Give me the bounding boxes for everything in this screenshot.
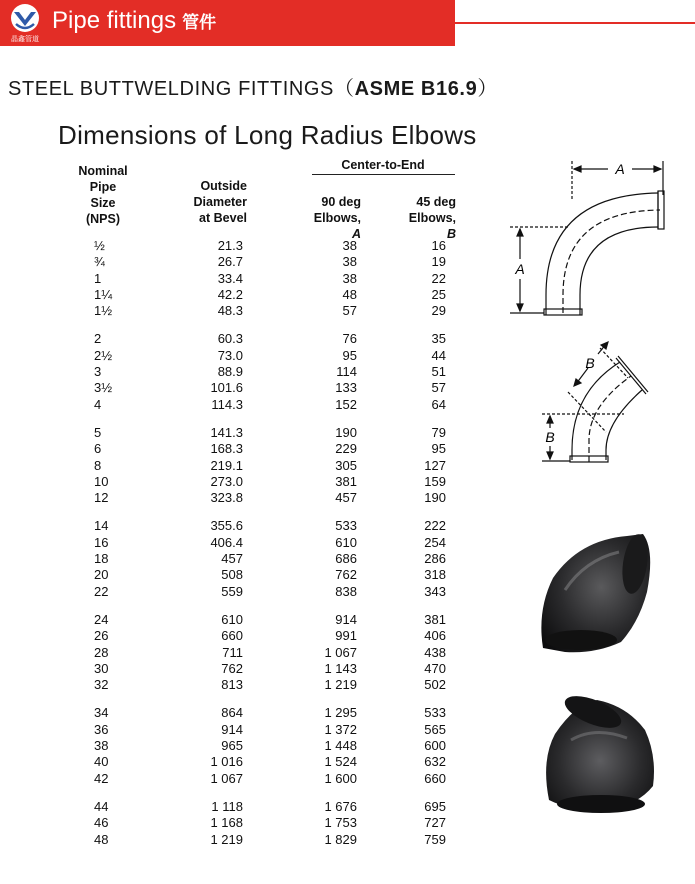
table-row	[0, 518, 470, 534]
cell-od: 1 219	[210, 831, 243, 847]
svg-text:晶鑫管道: 晶鑫管道	[11, 35, 39, 43]
cell-nps: 44	[94, 798, 109, 814]
cell-elbow90: 305	[335, 457, 357, 473]
table-row	[0, 331, 470, 347]
cell-od: 355.6	[210, 518, 243, 534]
cell-elbow45: 35	[431, 331, 446, 347]
cell-nps: 48	[94, 831, 109, 847]
cell-elbow90: 114	[336, 364, 357, 380]
cell-elbow45: 286	[424, 551, 446, 567]
cell-od: 141.3	[210, 424, 243, 440]
cell-nps: 8	[94, 457, 102, 473]
cell-nps: 22	[94, 583, 109, 599]
cell-nps: 18	[94, 551, 109, 567]
cell-elbow45: 381	[424, 611, 446, 627]
elbow-90-diagram	[508, 155, 688, 325]
cell-elbow90: 838	[335, 583, 357, 599]
cell-od: 26.7	[217, 254, 243, 270]
table-row	[0, 490, 470, 506]
banner-title-cn: 管件	[182, 13, 217, 32]
table-row	[0, 303, 470, 319]
subtitle-suffix: ）	[477, 78, 498, 100]
banner-title-en: Pipe fittings	[52, 7, 177, 34]
table-row	[0, 738, 470, 754]
cell-elbow90: 48	[342, 286, 357, 302]
cell-nps: 6	[94, 441, 102, 457]
cell-elbow90: 457	[335, 490, 357, 506]
cell-elbow90: 38	[342, 238, 357, 253]
table-group	[0, 518, 470, 599]
cell-elbow45: 502	[424, 677, 446, 693]
banner-rule	[455, 22, 695, 24]
header-elbow45-symbol: B	[446, 227, 456, 241]
table-row	[0, 754, 470, 770]
cell-od: 273.0	[210, 473, 243, 489]
cell-elbow45: 254	[424, 534, 446, 550]
table-row	[0, 705, 470, 721]
cell-elbow90: 381	[335, 473, 357, 489]
cell-elbow90: 762	[335, 567, 357, 583]
cell-od: 1 016	[210, 754, 243, 770]
table-row	[0, 474, 470, 490]
header-od: Outside Diameter at Bevel	[193, 179, 247, 225]
cell-elbow45: 95	[431, 441, 446, 457]
cell-elbow90: 1 753	[324, 815, 357, 831]
table-group	[0, 705, 470, 786]
table-group	[0, 799, 470, 848]
cell-elbow90: 991	[335, 628, 357, 644]
header-elbow90-symbol: A	[351, 227, 361, 241]
cell-elbow45: 44	[431, 347, 446, 363]
table-row	[0, 584, 470, 600]
cell-elbow45: 19	[431, 254, 446, 270]
diagram-label-a-side: A	[515, 261, 525, 277]
cell-elbow90: 1 143	[324, 660, 357, 676]
cell-nps: 2	[94, 331, 102, 347]
cell-od: 88.9	[217, 364, 243, 380]
cell-nps: 14	[94, 518, 109, 534]
cell-nps: 12	[94, 490, 109, 506]
cell-od: 1 118	[211, 798, 243, 814]
table-row	[0, 661, 470, 677]
cell-nps: 34	[94, 705, 109, 721]
table-group	[0, 238, 470, 319]
cell-elbow45: 25	[431, 286, 446, 302]
cell-elbow45: 343	[424, 583, 446, 599]
cell-nps: 30	[94, 660, 109, 676]
cell-nps: ¾	[94, 254, 105, 270]
table-row	[0, 535, 470, 551]
cell-od: 1 168	[210, 815, 243, 831]
table-row	[0, 832, 470, 848]
cell-elbow45: 127	[424, 457, 446, 473]
cell-elbow45: 565	[424, 721, 446, 737]
cell-elbow90: 38	[342, 254, 357, 270]
subtitle-standard: ASME B16.9	[354, 78, 478, 100]
cell-nps: ½	[94, 238, 105, 253]
cell-elbow90: 533	[335, 518, 357, 534]
cell-od: 42.2	[217, 286, 243, 302]
cell-elbow45: 190	[424, 490, 446, 506]
table-row	[0, 815, 470, 831]
cell-od: 660	[221, 628, 243, 644]
cell-elbow45: 695	[424, 798, 446, 814]
table-row	[0, 364, 470, 380]
cell-elbow90: 1 067	[324, 644, 357, 660]
table-group	[0, 425, 470, 506]
header-divider	[312, 174, 455, 175]
table-row	[0, 254, 470, 270]
cell-elbow90: 38	[342, 270, 357, 286]
table-row	[0, 458, 470, 474]
header-elbow90	[285, 178, 361, 242]
cell-elbow90: 1 219	[324, 677, 357, 693]
cell-nps: 10	[94, 473, 109, 489]
cell-od: 168.3	[210, 441, 243, 457]
cell-nps: 20	[94, 567, 109, 583]
cell-elbow90: 1 600	[324, 770, 357, 786]
cell-od: 711	[222, 644, 243, 660]
cell-elbow45: 22	[431, 270, 446, 286]
cell-nps: 46	[94, 815, 109, 831]
cell-od: 406.4	[210, 534, 243, 550]
cell-od: 762	[221, 660, 243, 676]
cell-od: 610	[221, 611, 243, 627]
cell-od: 559	[221, 583, 243, 599]
section-subtitle	[8, 72, 498, 101]
cell-elbow45: 727	[424, 815, 446, 831]
cell-nps: 3½	[94, 380, 113, 396]
cell-elbow45: 222	[424, 518, 446, 534]
header-center-to-end: Center-to-End	[341, 158, 425, 172]
header-elbow45-text: 45 deg Elbows,	[408, 195, 456, 225]
cell-elbow90: 1 448	[324, 738, 357, 754]
cell-elbow45: 438	[424, 644, 446, 660]
cell-elbow45: 406	[424, 628, 446, 644]
table-row	[0, 238, 470, 254]
table-row	[0, 397, 470, 413]
dimension-table	[0, 238, 470, 860]
cell-od: 48.3	[217, 303, 243, 319]
cell-nps: 3	[94, 364, 102, 380]
cell-nps: 1½	[94, 303, 113, 319]
header-nps: Nominal Pipe Size (NPS)	[78, 164, 128, 226]
table-row	[0, 380, 470, 396]
cell-elbow90: 1 372	[324, 721, 357, 737]
cell-nps: 4	[94, 396, 102, 412]
diagram-label-b-top: B	[585, 355, 595, 371]
table-row	[0, 612, 470, 628]
cell-od: 114.3	[211, 396, 243, 412]
cell-elbow45: 318	[424, 567, 446, 583]
cell-od: 101.6	[210, 380, 243, 396]
cell-nps: 16	[94, 534, 109, 550]
cell-elbow45: 660	[424, 770, 446, 786]
cell-elbow90: 914	[335, 611, 357, 627]
cell-elbow90: 1 676	[324, 798, 357, 814]
cell-od: 965	[221, 738, 243, 754]
cell-elbow45: 51	[431, 364, 446, 380]
header-elbow45	[386, 178, 456, 242]
cell-elbow90: 1 295	[324, 705, 357, 721]
table-row	[0, 722, 470, 738]
cell-od: 219.1	[210, 457, 243, 473]
cell-elbow90: 95	[342, 347, 357, 363]
diagram-label-a-top: A	[615, 161, 625, 177]
table-row	[0, 677, 470, 693]
table-title: Dimensions of Long Radius Elbows	[58, 120, 477, 150]
table-row	[0, 645, 470, 661]
subtitle-prefix: STEEL BUTTWELDING FITTINGS（	[8, 78, 355, 100]
cell-elbow90: 76	[342, 331, 357, 347]
cell-elbow90: 152	[335, 396, 357, 412]
cell-elbow45: 57	[431, 380, 446, 396]
diagram-label-b-side: B	[545, 429, 555, 445]
cell-elbow90: 686	[335, 551, 357, 567]
cell-od: 813	[221, 677, 243, 693]
table-row	[0, 425, 470, 441]
cell-elbow45: 600	[424, 738, 446, 754]
cell-elbow90: 229	[335, 441, 357, 457]
cell-elbow45: 632	[424, 754, 446, 770]
table-row	[0, 799, 470, 815]
cell-nps: 40	[94, 754, 109, 770]
cell-elbow90: 1 829	[324, 831, 357, 847]
cell-elbow90: 190	[335, 424, 357, 440]
elbow-45-diagram	[528, 340, 668, 475]
cell-elbow45: 64	[431, 396, 446, 412]
cell-od: 73.0	[217, 347, 243, 363]
cell-elbow45: 759	[424, 831, 446, 847]
table-group	[0, 331, 470, 412]
cell-od: 914	[221, 721, 243, 737]
cell-elbow45: 79	[431, 424, 446, 440]
cell-nps: 36	[94, 721, 109, 737]
cell-od: 60.3	[217, 331, 243, 347]
cell-elbow90: 1 524	[324, 754, 357, 770]
table-row	[0, 551, 470, 567]
cell-nps: 5	[94, 424, 102, 440]
cell-od: 323.8	[210, 490, 243, 506]
cell-od: 1 067	[210, 770, 243, 786]
cell-od: 508	[221, 567, 243, 583]
cell-nps: 32	[94, 677, 109, 693]
cell-elbow45: 470	[424, 660, 446, 676]
cell-elbow90: 133	[335, 380, 357, 396]
table-row	[0, 628, 470, 644]
cell-nps: 26	[94, 628, 109, 644]
table-row	[0, 271, 470, 287]
table-group	[0, 612, 470, 693]
cell-elbow90: 57	[342, 303, 357, 319]
cell-elbow45: 29	[431, 303, 446, 319]
company-logo	[4, 2, 46, 44]
table-row	[0, 348, 470, 364]
cell-nps: 1	[94, 270, 102, 286]
cell-nps: 38	[94, 738, 109, 754]
banner-title	[52, 7, 216, 35]
cell-nps: 42	[94, 770, 109, 786]
cell-elbow45: 533	[424, 705, 446, 721]
header-elbow90-text: 90 deg Elbows,	[313, 195, 361, 225]
cell-nps: 28	[94, 644, 109, 660]
elbow-45-photo	[535, 690, 665, 815]
table-row	[0, 567, 470, 583]
table-row	[0, 441, 470, 457]
cell-od: 457	[221, 551, 243, 567]
table-row	[0, 771, 470, 787]
header-banner	[0, 0, 455, 46]
cell-nps: 2½	[94, 347, 113, 363]
cell-od: 864	[221, 705, 243, 721]
elbow-90-photo	[535, 530, 665, 655]
cell-nps: 24	[94, 611, 109, 627]
table-row	[0, 287, 470, 303]
cell-elbow90: 610	[335, 534, 357, 550]
cell-od: 33.4	[217, 270, 243, 286]
cell-nps: 1¼	[94, 286, 113, 302]
cell-od: 21.3	[217, 238, 243, 253]
cell-elbow45: 159	[424, 473, 446, 489]
cell-elbow45: 16	[431, 238, 446, 253]
